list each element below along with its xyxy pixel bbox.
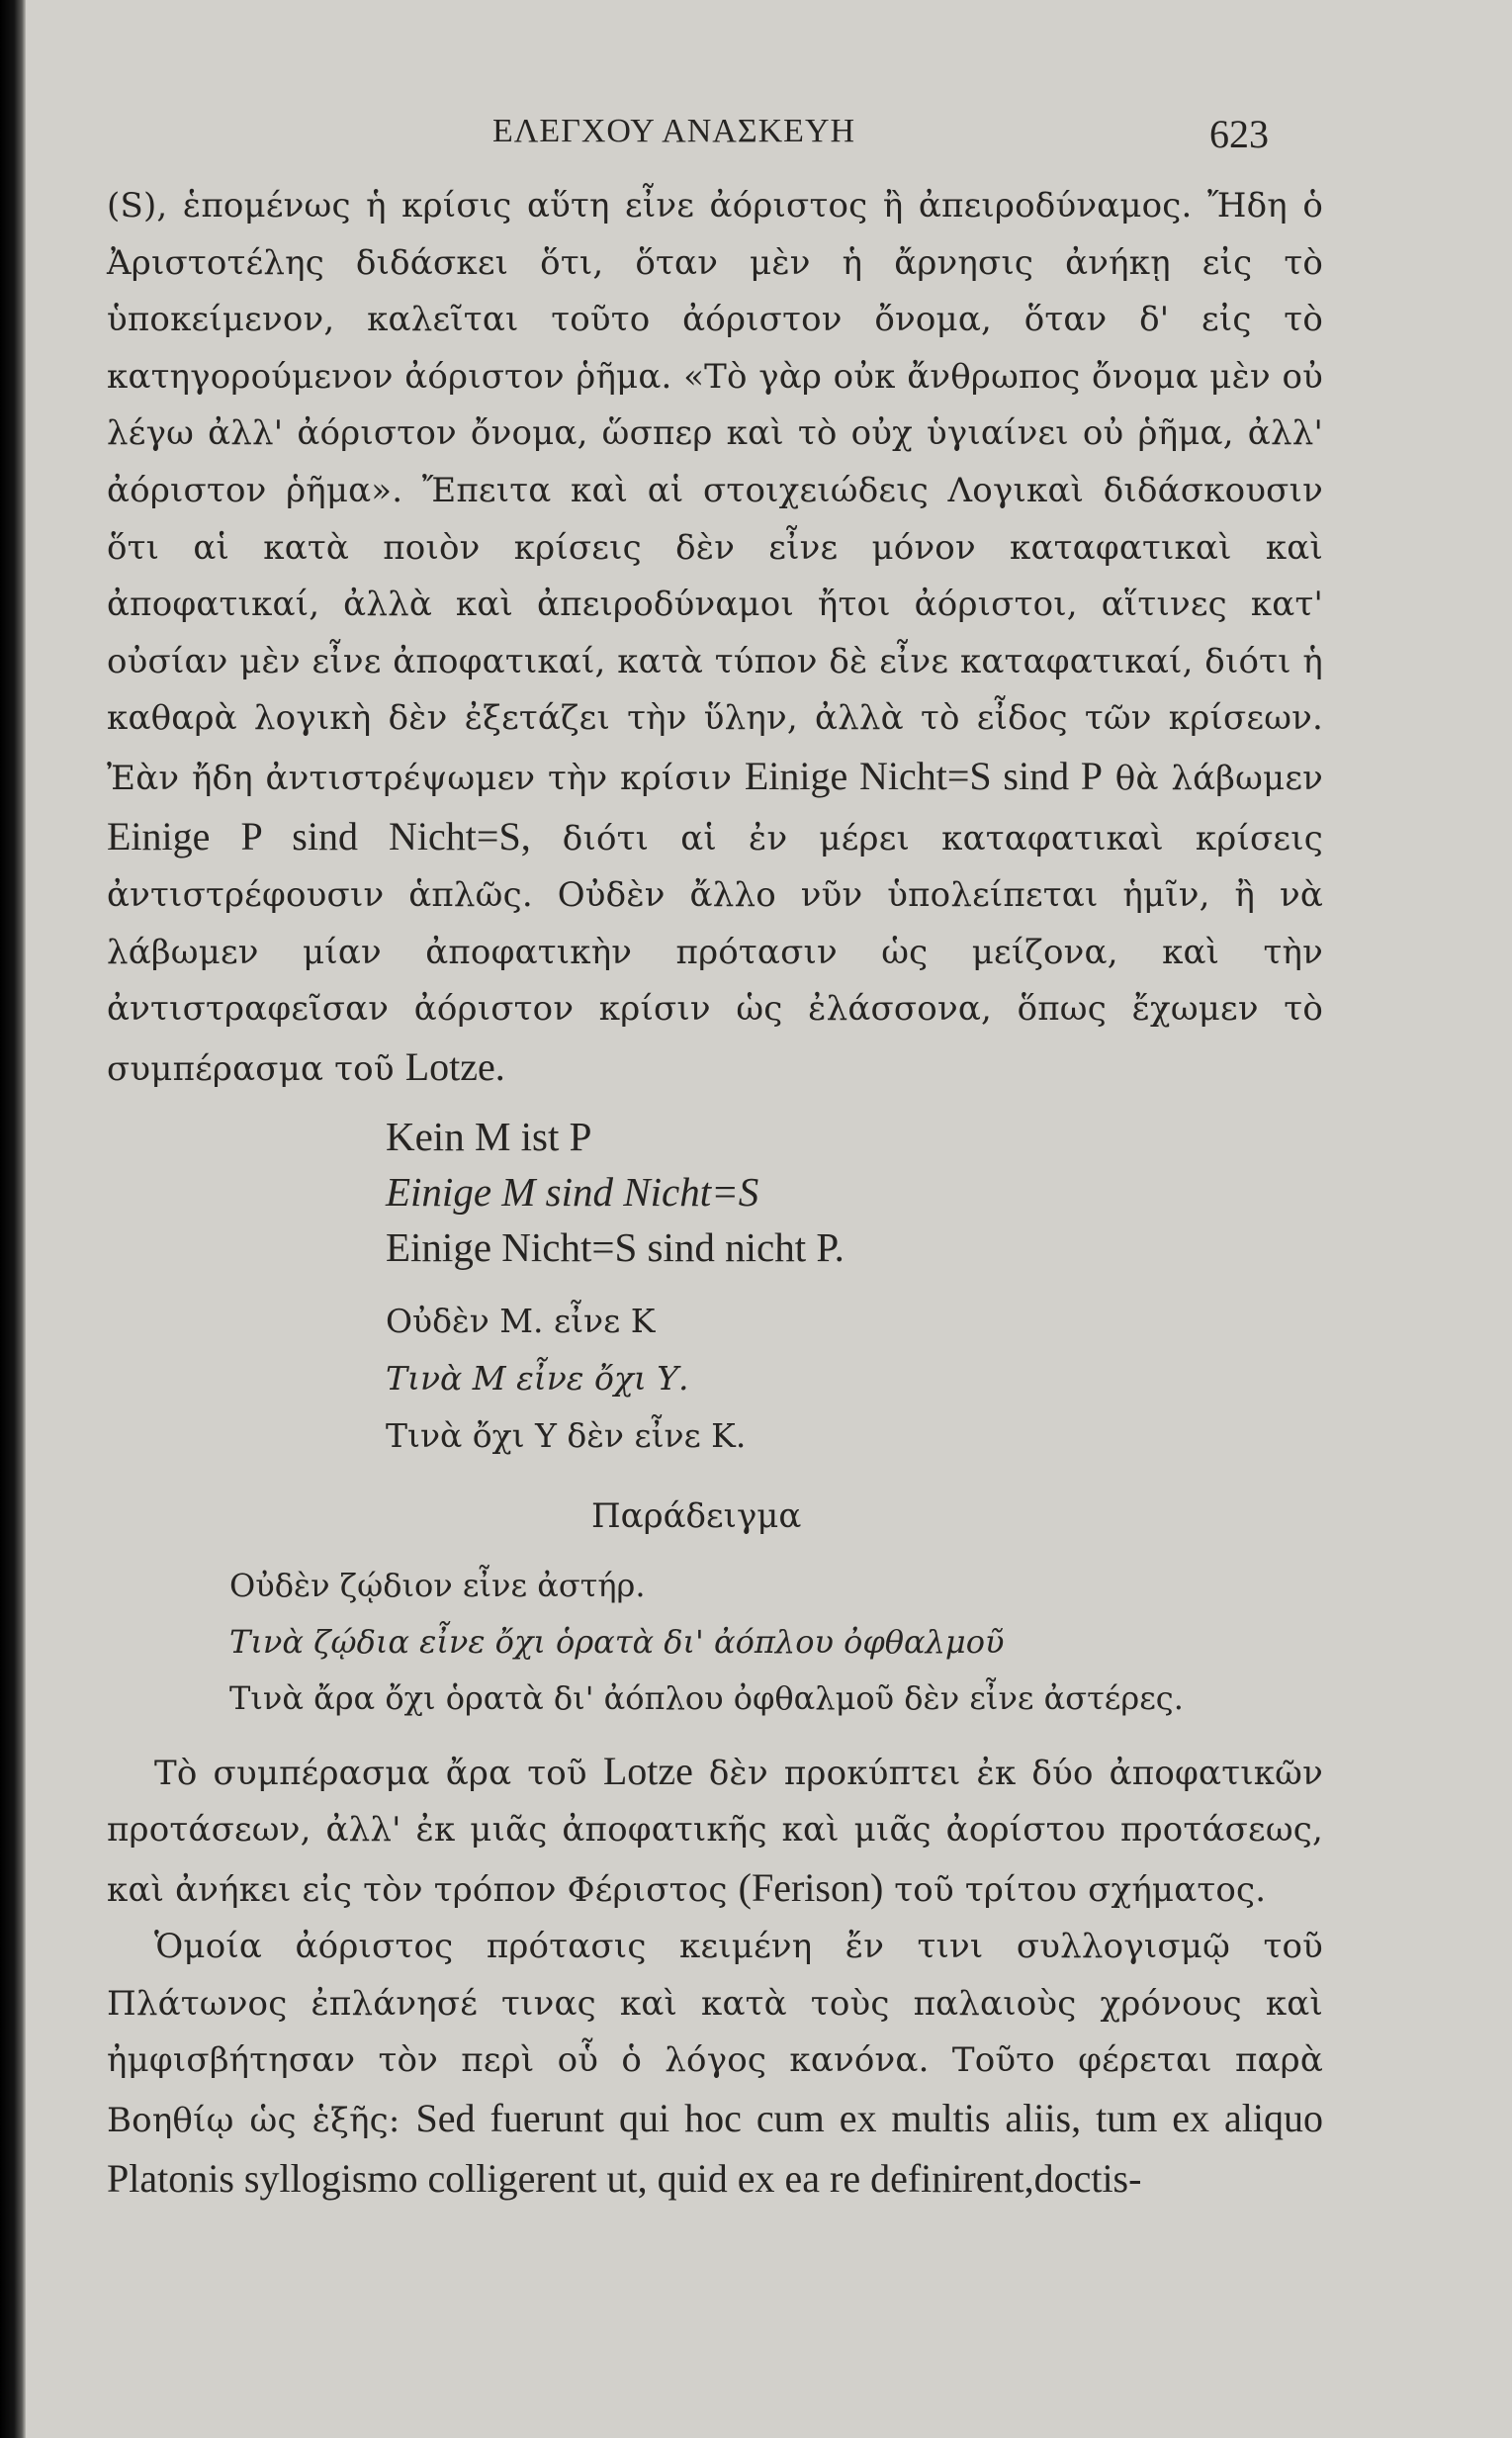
book-page — [107, 109, 1323, 2384]
paragraph-2-text-a: Τὸ συμπέρασμα ἄρα τοῦ — [154, 1753, 587, 1793]
example-heading: Παράδειγμα — [591, 1495, 802, 1536]
paragraph-1-latin-a: Einige Nicht=S sind P — [744, 753, 1104, 798]
paragraph-3-latin-a: Sed fuerunt qui hoc cum ex multis aliis, tum ex aliquo Platonis syllogismo colligerent ut, quid ex ea re definirent,doctis- — [107, 2096, 1324, 2201]
syllogism-greek-line: Τινὰ Μ εἶνε ὄχι Υ. — [386, 1358, 689, 1398]
paragraph-2 — [107, 1743, 1323, 1920]
paragraph-2-latin-a: Lotze — [602, 1748, 693, 1793]
syllogism-german-line: Einige Nicht=S sind nicht P. — [386, 1223, 845, 1270]
example-syllogism — [229, 1558, 1323, 1727]
syllogism-greek — [386, 1293, 1323, 1465]
paragraph-3 — [107, 1919, 1323, 2210]
paragraph-3-text-a: Ὁμοία ἀόριστος πρότασις κειμένη ἔν τινι συλλογισμῷ τοῦ Πλάτωνος ἐπλάνησέ τινας καὶ κατὰ τοὺς παλαιοὺς χρόνους καὶ ἠμφισβήτησαν τὸν περὶ οὗ ὁ λόγος κανόνα. Τοῦτο φέρεται παρὰ Βοηθίῳ ὡς ἑξῆς: — [107, 1927, 1323, 2141]
example-line: Τινὰ ἄρα ὄχι ὁρατὰ δι' ἀόπλου ὀφθαλμοῦ δὲν εἶνε ἀστέρες. — [229, 1678, 1184, 1717]
paragraph-1 — [107, 178, 1323, 1099]
page-number: 623 — [1209, 112, 1269, 156]
book-binding-shadow — [0, 0, 26, 2438]
paragraph-1-text-c: διότι αἱ ἐν μέρει καταφατικαὶ κρίσεις ἀντιστρέφουσιν ἁπλῶς. Οὐδὲν ἄλλο νῦν ὑπολείπεται ἡμῖν, ἢ νὰ λάβωμεν μίαν ἀποφατικὴν πρότασιν ὡς μείζονα, καὶ τὴν ἀντιστραφεῖσαν ἀόριστον κρίσιν ὡς ἐλάσσονα, ὅπως ἔχωμεν τὸ συμπέρασμα τοῦ — [107, 818, 1323, 1089]
running-head: ΕΛΕΓΧΟΥ ΑΝΑΣΚΕΥΗ — [492, 113, 856, 149]
syllogism-greek-line: Οὐδὲν Μ. εἶνε Κ — [386, 1301, 656, 1340]
syllogism-german — [386, 1109, 1323, 1275]
paragraph-2-latin-b: (Ferison) — [738, 1864, 884, 1910]
paragraph-1-text-b: θὰ λάβωμεν — [1114, 758, 1324, 798]
syllogism-german-line: Kein M ist P — [386, 1113, 592, 1159]
paragraph-2-text-c: τοῦ τρίτου σχήματος. — [894, 1869, 1267, 1910]
example-line: Τινὰ ζῴδια εἶνε ὄχι ὁρατὰ δι' ἀόπλου ὀφθαλμοῦ — [229, 1622, 1005, 1661]
paragraph-2-text-b: δὲν προκύπτει ἐκ δύο ἀποφατικῶν προτάσεων, ἀλλ' ἐκ μιᾶς ἀποφατικῆς καὶ μιᾶς ἀορίστου προτάσεως, καὶ ἀνήκει εἰς τὸν τρόπον Φέριστος — [107, 1753, 1323, 1910]
syllogism-german-line: Einige M sind Nicht=S — [386, 1168, 759, 1215]
paragraph-1-latin-c: Lotze. — [404, 1043, 505, 1089]
example-line: Οὐδὲν ζῴδιον εἶνε ἀστήρ. — [229, 1566, 646, 1604]
paragraph-1-latin-b: Einige P sind Nicht=S, — [107, 813, 531, 858]
syllogism-greek-line: Τινὰ ὄχι Υ δὲν εἶνε Κ. — [386, 1415, 747, 1455]
page-header — [107, 109, 1323, 178]
paragraph-1-text-a: (S), ἑπομένως ἡ κρίσις αὕτη εἶνε ἀόριστος ἢ ἀπειροδύναμος. Ἤδη ὁ Ἀριστοτέλης διδάσκει ὅτι, ὅταν μὲν ἡ ἄρνησις ἀνήκῃ εἰς τὸ ὑποκείμενον, καλεῖται τοῦτο ἀόριστον ὄνομα, ὅταν δ' εἰς τὸ κατηγορούμενον ἀόριστον ῥῆμα. «Τὸ γὰρ οὐκ ἄνθρωπος ὄνομα μὲν οὐ λέγω ἀλλ' ἀόριστον ὄνομα, ὥσπερ καὶ τὸ οὐχ ὑγιαίνει οὐ ῥῆμα, ἀλλ' ἀόριστον ῥῆμα». Ἔπειτα καὶ αἱ στοιχειώδεις Λογικαὶ διδάσκουσιν ὅτι αἱ κατὰ ποιὸν κρίσεις δὲν εἶνε μόνον καταφατικαὶ καὶ ἀποφατικαί, ἀλλὰ καὶ ἀπειροδύναμοι ἤτοι ἀόριστοι, αἵτινες κατ' οὐσίαν μὲν εἶνε ἀποφατικαί, κατὰ τύπον δὲ εἶνε καταφατικαί, διότι ἡ καθαρὰ λογικὴ δὲν ἐξετάζει τὴν ὕλην, ἀλλὰ τὸ εἶδος τῶν κρίσεων. Ἐὰν ἤδη ἀντιστρέψωμεν τὴν κρίσιν — [107, 186, 1323, 798]
